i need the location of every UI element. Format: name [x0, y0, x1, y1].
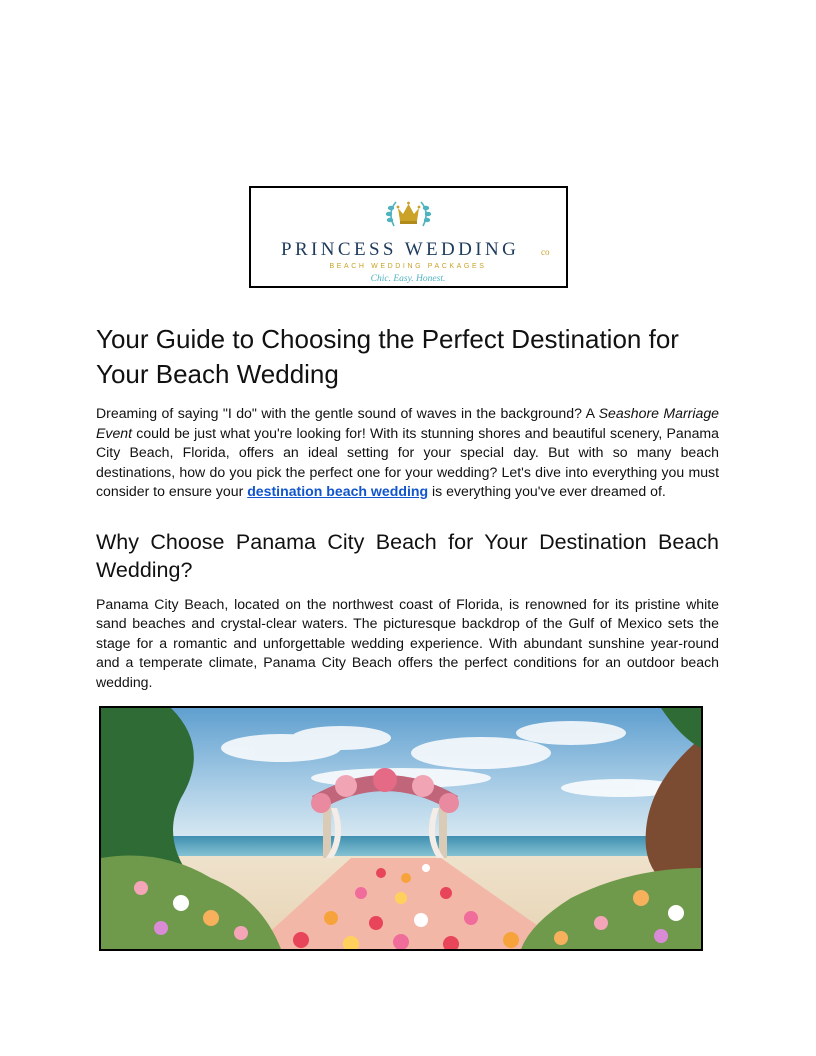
beach-arch-image: [101, 708, 701, 949]
section-heading-line1: Why Choose Panama City Beach for Your Destination Beach: [96, 529, 719, 554]
crown-icon: [397, 202, 421, 224]
intro-text-end: is everything you've ever dreamed of.: [428, 483, 666, 499]
destination-beach-wedding-link[interactable]: destination beach wedding: [247, 483, 429, 499]
section-paragraph: Panama City Beach, located on the northwest coast of Florida, is renowned for its pristine white sand beaches and crystal-clear waters. The picturesque backdrop of the Gulf of Mexico sets the stage for a romantic and unforgettable wedding experience. With abundant sunshine year-round and a temperate climate, Panama City Beach offers the perfect conditions for an outdoor beach wedding.: [96, 595, 719, 690]
intro-text-start: Dreaming of saying "I do" with the gentle sound of waves in the background? A: [96, 405, 599, 421]
brand-slogan: Chic. Easy. Honest.: [370, 274, 446, 284]
beach-wedding-photo: [99, 706, 703, 951]
brand-logo: [249, 186, 568, 288]
brand-tagline: BEACH WEDDING PACKAGES: [329, 263, 487, 270]
brand-suffix: co: [541, 247, 550, 257]
intro-paragraph: [96, 404, 719, 502]
intro-text-middle: could be just what you're looking for! With its stunning shores and beautiful scenery, Panama City Beach, Florida, offers an ideal setting for your special day. But with so many beach destinations, how do you pick the perfect one for your wedding? Let's dive into everything you must consider to ensure your: [96, 424, 719, 499]
logo-graphic: [251, 188, 566, 286]
page-title: Your Guide to Choosing the Perfect Destination for Your Beach Wedding: [96, 324, 679, 389]
intro-emphasis: Seashore Marriage Event: [96, 405, 720, 441]
section-heading-line2: Wedding?: [96, 557, 193, 582]
section-heading: [96, 528, 719, 584]
brand-name: PRINCESS WEDDING: [281, 239, 520, 260]
article-body: [96, 322, 719, 692]
